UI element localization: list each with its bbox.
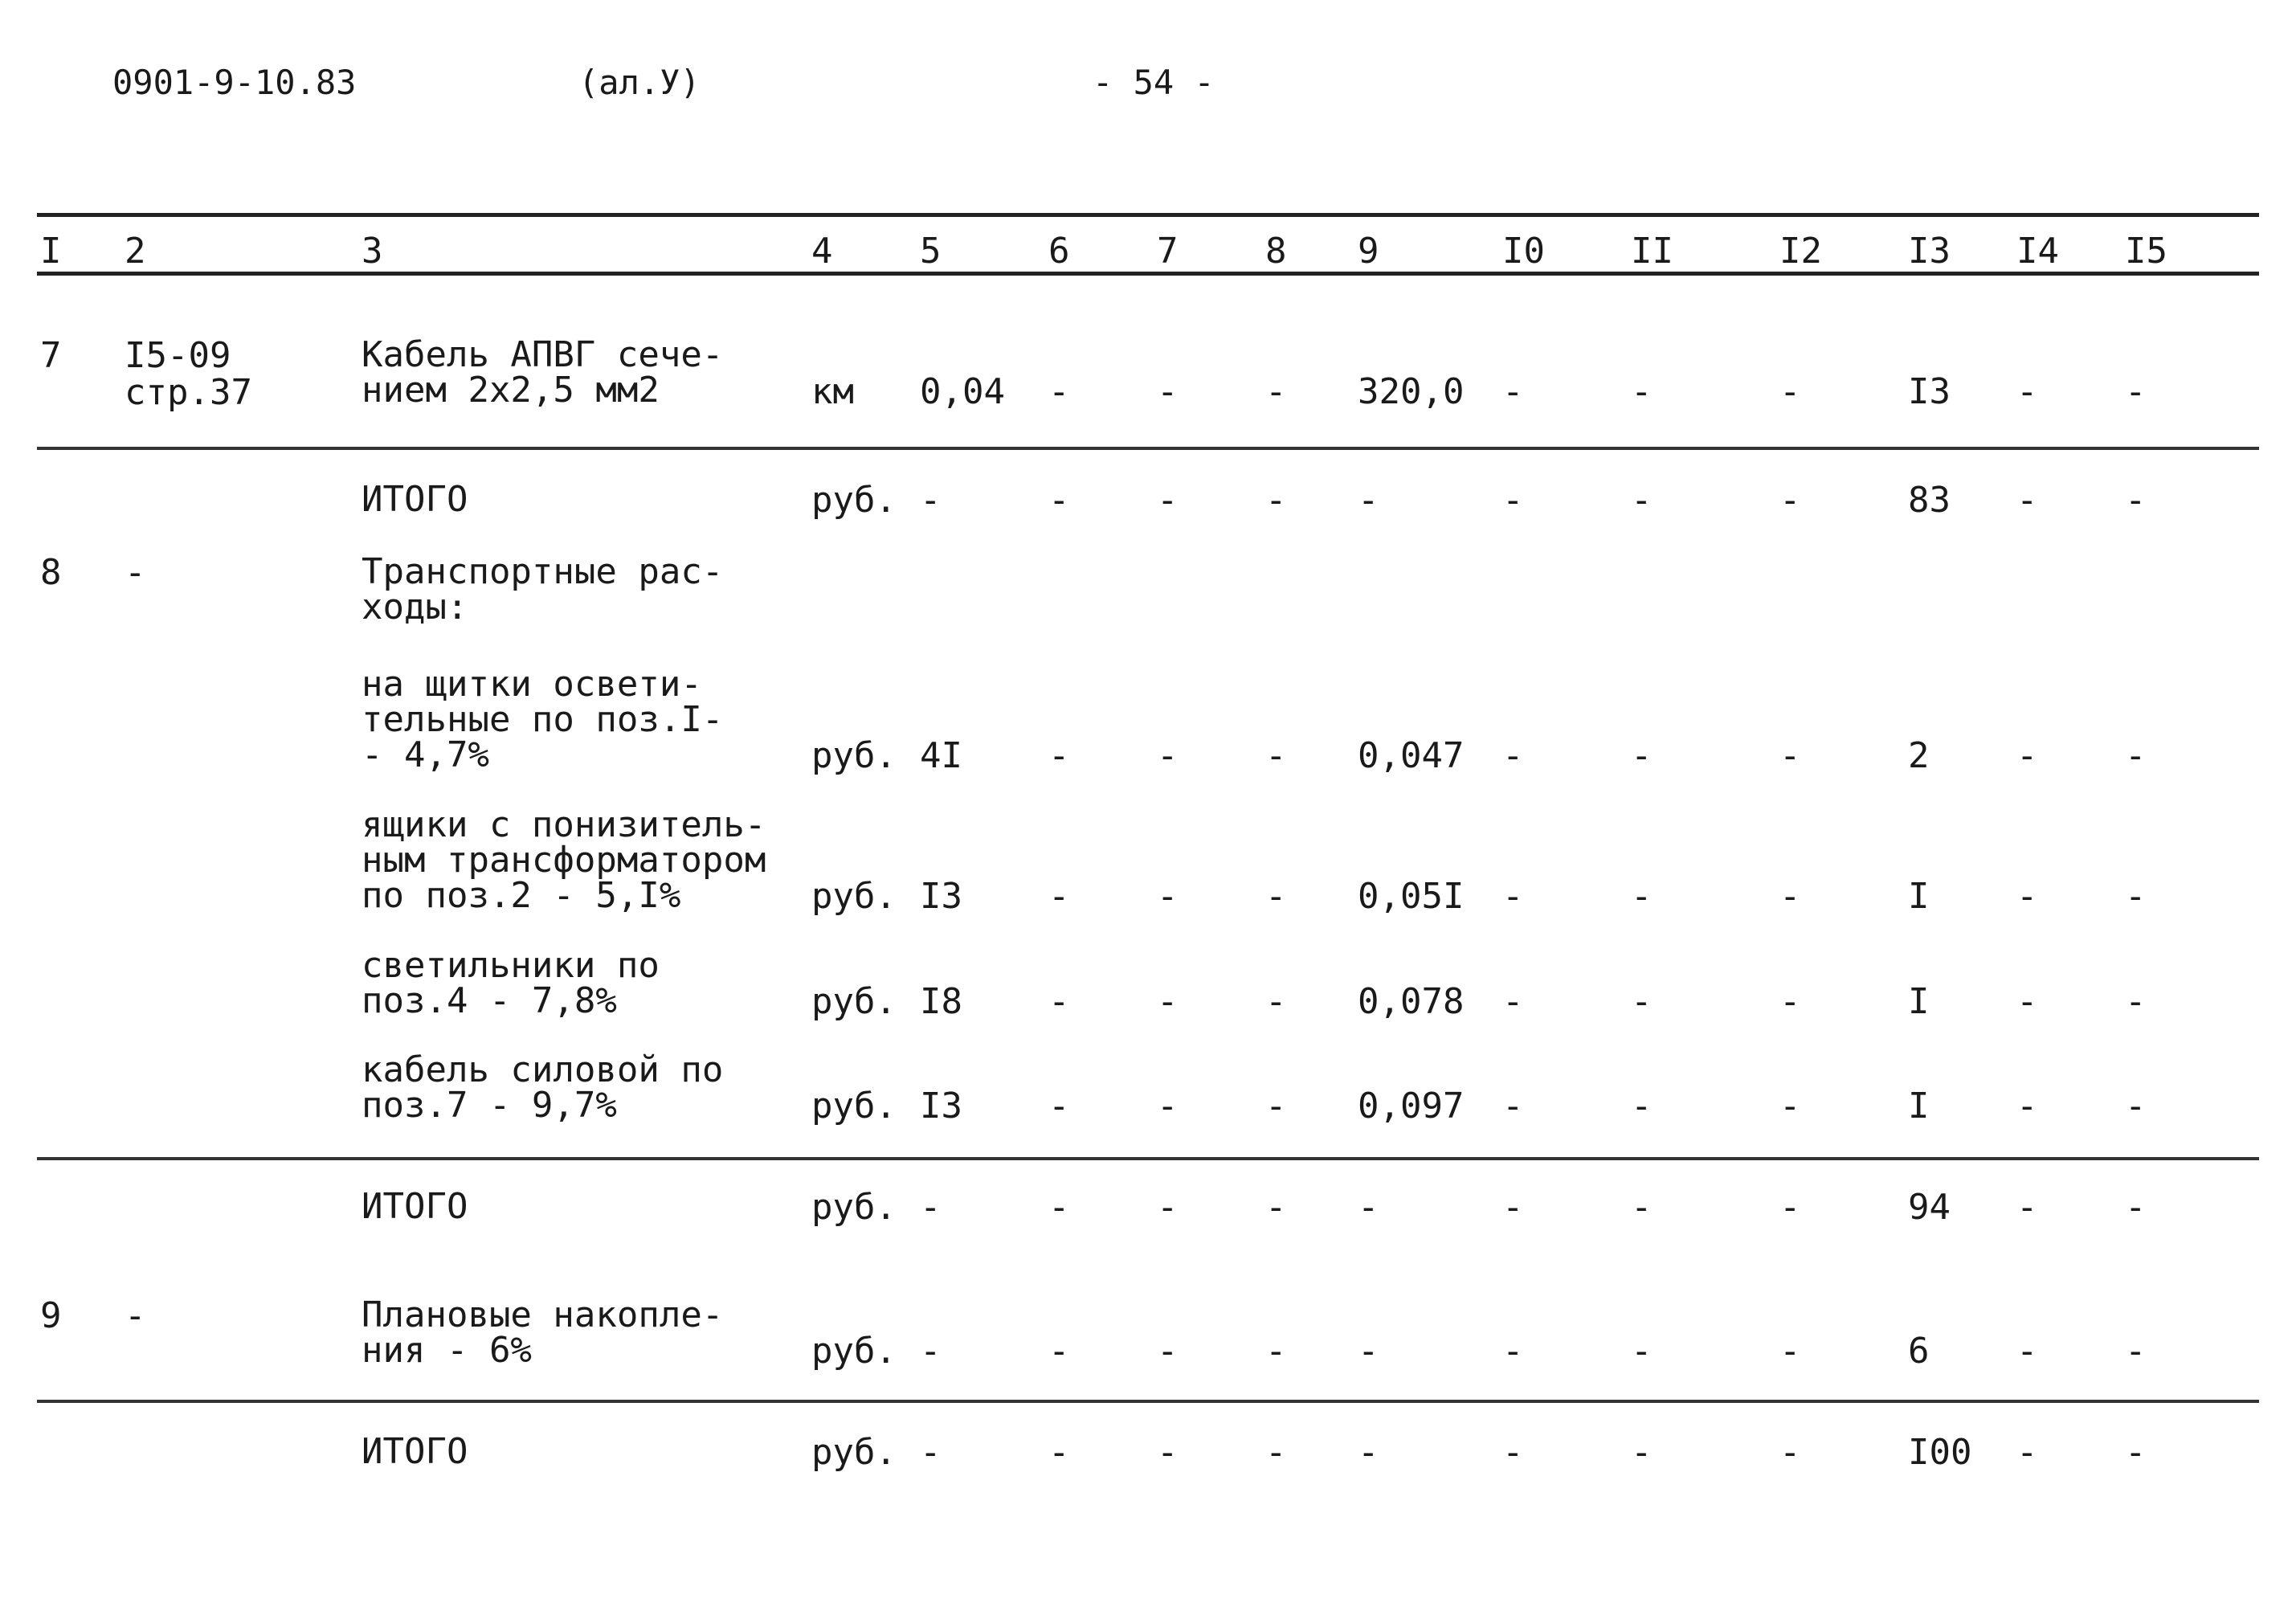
cell-col-13: 2 <box>1908 735 1930 776</box>
item-description: ящики с понизитель- ным трансформатором по поз.2 - 5,I% <box>362 804 766 916</box>
reference-code: I5-09 стр.37 <box>125 335 252 413</box>
table-top-rule <box>37 213 2259 217</box>
item-description: светильники по поз.4 - 7,8% <box>362 945 660 1021</box>
column-number-9: 9 <box>1358 231 1379 272</box>
cell-col-9: 0,05I <box>1358 876 1465 917</box>
cell-col-6: - <box>1048 1187 1070 1228</box>
cell-col-14: - <box>2016 735 2038 776</box>
page-number: - 54 - <box>1093 63 1215 102</box>
cell-col-7: - <box>1157 1187 1179 1228</box>
cell-col-12: - <box>1779 371 1801 412</box>
column-number-7: 7 <box>1157 231 1179 272</box>
cell-col-15: - <box>2125 1187 2147 1228</box>
cell-col-9: 0,047 <box>1358 735 1465 776</box>
cell-col-7: - <box>1157 1331 1179 1372</box>
cell-col-11: - <box>1631 735 1653 776</box>
cell-col-11: - <box>1631 1187 1653 1228</box>
column-number-15: I5 <box>2125 231 2167 272</box>
cell-unit: руб. <box>811 1331 897 1372</box>
cell-col-6: - <box>1048 480 1070 521</box>
cell-col-8: - <box>1265 876 1287 917</box>
cell-col-9: 0,097 <box>1358 1086 1465 1127</box>
cell-col-5: 0,04 <box>920 371 1005 412</box>
column-number-1: I <box>40 231 62 272</box>
item-description: ИТОГО <box>362 1186 468 1227</box>
cell-col-9: 320,0 <box>1358 371 1465 412</box>
column-number-2: 2 <box>125 231 146 272</box>
reference-code: - <box>125 552 146 593</box>
cell-unit: руб. <box>811 1086 897 1127</box>
cell-col-10: - <box>1502 1331 1524 1372</box>
item-description: ИТОГО <box>362 1431 468 1472</box>
position-number: 7 <box>40 335 62 376</box>
cell-unit: руб. <box>811 735 897 776</box>
cell-col-13: 83 <box>1908 480 1951 521</box>
cell-col-12: - <box>1779 1432 1801 1473</box>
cell-col-15: - <box>2125 876 2147 917</box>
cell-col-11: - <box>1631 1432 1653 1473</box>
cell-col-11: - <box>1631 1086 1653 1127</box>
cell-col-5: 4I <box>920 735 962 776</box>
cell-col-6: - <box>1048 371 1070 412</box>
cell-col-11: - <box>1631 480 1653 521</box>
cell-col-7: - <box>1157 981 1179 1022</box>
cell-col-5: I3 <box>920 876 962 917</box>
cell-col-7: - <box>1157 480 1179 521</box>
cell-col-10: - <box>1502 371 1524 412</box>
cell-col-11: - <box>1631 876 1653 917</box>
item-description: на щитки освети- тельные по поз.I- - 4,7% <box>362 664 724 775</box>
column-number-14: I4 <box>2016 231 2059 272</box>
cell-col-8: - <box>1265 1331 1287 1372</box>
cell-col-6: - <box>1048 981 1070 1022</box>
column-number-3: 3 <box>362 231 383 272</box>
cell-col-13: I3 <box>1908 371 1951 412</box>
cell-col-11: - <box>1631 1331 1653 1372</box>
cell-col-10: - <box>1502 1086 1524 1127</box>
reference-code: - <box>125 1295 146 1336</box>
cell-col-9: - <box>1358 1432 1379 1473</box>
cell-unit: руб. <box>811 1432 897 1473</box>
row-separator <box>37 1157 2259 1160</box>
cell-col-10: - <box>1502 735 1524 776</box>
cell-col-12: - <box>1779 1086 1801 1127</box>
cell-col-15: - <box>2125 735 2147 776</box>
cell-col-12: - <box>1779 1331 1801 1372</box>
cell-col-13: I <box>1908 981 1930 1022</box>
cell-col-13: I00 <box>1908 1432 1972 1473</box>
column-number-6: 6 <box>1048 231 1070 272</box>
cell-col-7: - <box>1157 876 1179 917</box>
position-number: 8 <box>40 552 62 593</box>
cell-col-6: - <box>1048 1086 1070 1127</box>
item-description: ИТОГО <box>362 479 468 520</box>
cell-col-5: - <box>920 1432 942 1473</box>
cell-unit: руб. <box>811 480 897 521</box>
cell-col-13: I <box>1908 1086 1930 1127</box>
document-code: 0901-9-10.83 <box>112 63 357 102</box>
cell-col-15: - <box>2125 1331 2147 1372</box>
cell-col-13: I <box>1908 876 1930 917</box>
cell-col-9: - <box>1358 480 1379 521</box>
cell-col-15: - <box>2125 1086 2147 1127</box>
cell-col-5: - <box>920 1331 942 1372</box>
cell-col-10: - <box>1502 876 1524 917</box>
cell-col-14: - <box>2016 1432 2038 1473</box>
cell-col-13: 94 <box>1908 1187 1951 1228</box>
cell-col-9: 0,078 <box>1358 981 1465 1022</box>
cell-col-9: - <box>1358 1187 1379 1228</box>
cell-col-10: - <box>1502 1432 1524 1473</box>
cell-col-15: - <box>2125 981 2147 1022</box>
cell-unit: руб. <box>811 981 897 1022</box>
cell-col-8: - <box>1265 1187 1287 1228</box>
cell-unit: км <box>811 371 854 412</box>
cell-col-12: - <box>1779 735 1801 776</box>
cell-col-7: - <box>1157 1432 1179 1473</box>
cell-col-13: 6 <box>1908 1331 1930 1372</box>
album-label: (ал.У) <box>578 63 701 102</box>
cell-col-12: - <box>1779 1187 1801 1228</box>
cell-unit: руб. <box>811 1187 897 1228</box>
row-separator <box>37 447 2259 450</box>
column-number-10: I0 <box>1502 231 1545 272</box>
cell-col-8: - <box>1265 981 1287 1022</box>
column-number-8: 8 <box>1265 231 1287 272</box>
cell-col-10: - <box>1502 1187 1524 1228</box>
cell-col-5: - <box>920 480 942 521</box>
cell-col-8: - <box>1265 371 1287 412</box>
cell-col-6: - <box>1048 1432 1070 1473</box>
column-number-13: I3 <box>1908 231 1951 272</box>
item-description: кабель силовой по поз.7 - 9,7% <box>362 1049 724 1126</box>
position-number: 9 <box>40 1295 62 1336</box>
cell-col-10: - <box>1502 480 1524 521</box>
column-number-4: 4 <box>811 231 833 272</box>
cell-col-15: - <box>2125 371 2147 412</box>
cell-col-15: - <box>2125 1432 2147 1473</box>
column-number-12: I2 <box>1779 231 1822 272</box>
cell-col-9: - <box>1358 1331 1379 1372</box>
cell-col-12: - <box>1779 876 1801 917</box>
row-separator <box>37 1400 2259 1403</box>
cell-col-11: - <box>1631 371 1653 412</box>
cell-col-8: - <box>1265 1086 1287 1127</box>
cell-col-7: - <box>1157 371 1179 412</box>
cell-col-14: - <box>2016 981 2038 1022</box>
item-description: Плановые накопле- ния - 6% <box>362 1294 724 1371</box>
column-number-11: II <box>1631 231 1673 272</box>
item-description: Транспортные рас- ходы: <box>362 551 724 628</box>
cell-col-7: - <box>1157 1086 1179 1127</box>
cell-col-14: - <box>2016 1187 2038 1228</box>
cell-col-6: - <box>1048 876 1070 917</box>
cell-col-6: - <box>1048 1331 1070 1372</box>
cell-col-8: - <box>1265 1432 1287 1473</box>
column-number-5: 5 <box>920 231 942 272</box>
cell-col-12: - <box>1779 981 1801 1022</box>
cell-col-12: - <box>1779 480 1801 521</box>
cell-col-10: - <box>1502 981 1524 1022</box>
cell-col-7: - <box>1157 735 1179 776</box>
cell-col-14: - <box>2016 1086 2038 1127</box>
cell-col-5: I3 <box>920 1086 962 1127</box>
cell-col-14: - <box>2016 1331 2038 1372</box>
cell-col-14: - <box>2016 371 2038 412</box>
item-description: Кабель АПВГ сече- нием 2х2,5 мм2 <box>362 334 724 411</box>
cell-col-8: - <box>1265 735 1287 776</box>
cell-col-5: - <box>920 1187 942 1228</box>
cell-col-8: - <box>1265 480 1287 521</box>
cell-col-6: - <box>1048 735 1070 776</box>
cell-col-11: - <box>1631 981 1653 1022</box>
cell-col-5: I8 <box>920 981 962 1022</box>
cell-col-14: - <box>2016 480 2038 521</box>
column-numbers-rule <box>37 272 2259 276</box>
cell-col-15: - <box>2125 480 2147 521</box>
cell-unit: руб. <box>811 876 897 917</box>
cell-col-14: - <box>2016 876 2038 917</box>
